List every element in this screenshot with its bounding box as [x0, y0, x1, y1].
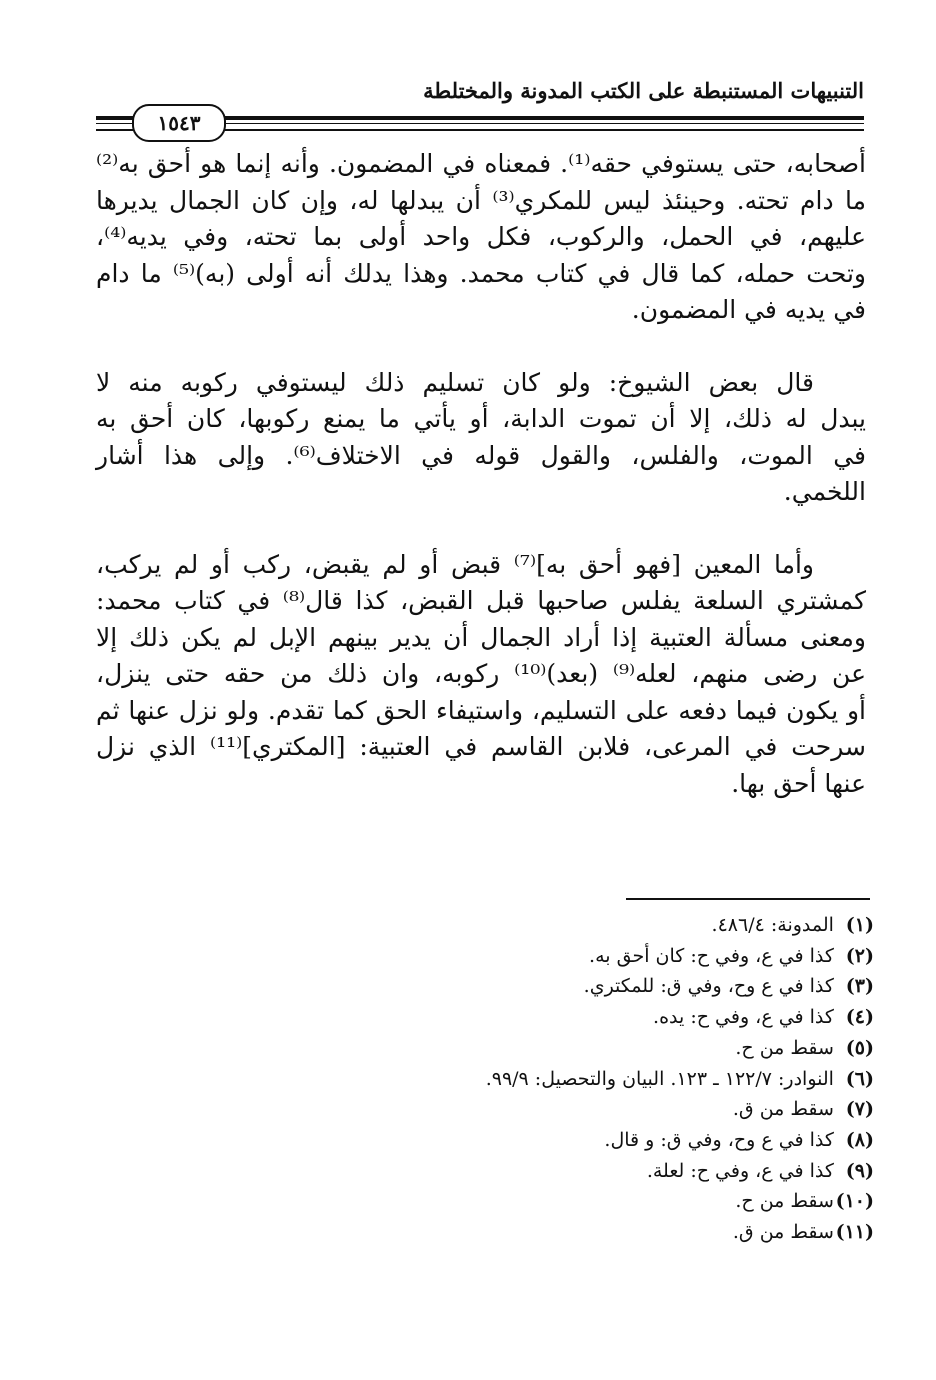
text-line: وأما المعين [فهو أحق به]⁽⁷⁾ قبض أو لم يقبض، ركب أو لم يركب، [96, 549, 814, 579]
footnote-separator [626, 898, 870, 900]
footnote-text: كذا في ع، وفي ح: كان أحق به. [589, 944, 834, 967]
text-line: عنها أحق بها. [731, 768, 866, 798]
paragraph-2 [96, 365, 866, 511]
text-line: كمشتري السلعة يفلس صاحبها قبل القبض، كذا قال⁽⁸⁾ في كتاب محمد: [96, 586, 866, 615]
text-line: يبدل له ذلك، إلا أن تموت الدابة، أو يأتي ما يمنع ركوبها، كان أحق به [96, 404, 866, 433]
footnote-text: كذا في ع، وفي ح: لعلة. [646, 1159, 834, 1182]
footnote-number: (٩) [845, 1159, 874, 1182]
footnote-number: (٤) [845, 1006, 874, 1029]
footnote [314, 1217, 874, 1248]
page-number: ١٥٤٣ [132, 104, 226, 142]
paragraph-3 [96, 547, 866, 803]
text-line: في يديه في المضمون. [631, 295, 866, 324]
footnote-number: (١١) [835, 1221, 874, 1244]
running-title: التنبيهات المستنبطة على الكتب المدونة والمختلطة [423, 78, 864, 103]
body-text [96, 146, 866, 838]
footnote-text: سقط من ق. [732, 1098, 834, 1121]
text-line: ومعنى مسألة العتبية إذا أراد الجمال أن يدير بينهم الإبل لم يكن ذلك إلا [96, 622, 866, 652]
footnote-number: (٧) [845, 1098, 874, 1121]
footnote-text: سقط من ق. [732, 1221, 834, 1244]
footnote-number: (٦) [845, 1067, 874, 1090]
text-line: أصحابه، حتى يستوفي حقه⁽¹⁾. فمعناه في المضمون. وأنه إنما هو أحق به⁽²⁾ [96, 149, 867, 178]
footnote [314, 1094, 874, 1125]
text-line: عن رضى منهم، لعله⁽⁹⁾ (بعد)⁽¹⁰⁾ ركوبه، وان ذلك من حقه حتى ينزل، [96, 659, 867, 688]
footnotes [314, 910, 874, 1248]
footnote-number: (١٠) [835, 1190, 874, 1213]
text-line: عليهم، في الحمل، والركوب، فكل واحد أولى بما تحته، وفي يديه⁽⁴⁾، [96, 222, 866, 251]
text-line: وتحت حمله، كما قال في كتاب محمد. وهذا يدلك أنه أولى (به)⁽⁵⁾ ما دام [96, 258, 866, 288]
footnote-text: المدونة: ٤٨٦/٤. [711, 914, 834, 936]
text-line: قال بعض الشيوخ: ولو كان تسليم ذلك ليستوفي ركوبه منه لا [96, 367, 814, 397]
footnote [314, 971, 874, 1002]
footnote-number: (٨) [845, 1128, 874, 1151]
footnote-text: كذا في ع، وفي ح: يده. [653, 1006, 834, 1029]
footnote [314, 1002, 874, 1033]
footnote-text: سقط من ح. [735, 1190, 834, 1213]
footnote-text: سقط من ح. [735, 1036, 834, 1059]
footnote-number: (٣) [845, 975, 874, 998]
text-line: سرحت في المرعى، فلابن القاسم في العتبية: [المكتري]⁽¹¹⁾ الذي نزل [96, 732, 866, 761]
footnote [314, 910, 874, 941]
footnote-number: (٥) [845, 1036, 874, 1059]
footnote-text: كذا في ع وح، وفي ق: و قال. [604, 1128, 834, 1151]
text-line: أو يكون فيما دفعه على التسليم، واستيفاء الحق كما تقدم. ولو نزل عنها ثم [96, 695, 866, 725]
footnote-number: (١) [845, 914, 874, 936]
paragraph-1 [96, 146, 866, 329]
footnote [314, 1156, 874, 1187]
text-line: في الموت، والفلس، والقول قوله في الاختلاف⁽⁶⁾. وإلى هذا أشار [96, 440, 866, 470]
footnote-number: (٢) [845, 944, 874, 967]
footnote [314, 1033, 874, 1064]
footnote [314, 1064, 874, 1095]
footnote-text: النوادر: ١٢٢/٧ ـ ١٢٣. البيان والتحصيل: ٩٩/٩. [485, 1067, 834, 1090]
text-line: ما دام تحته. وحينئذ ليس للمكري⁽³⁾ أن يبدلها له، وإن كان الجمال يديرها [96, 185, 866, 215]
text-line: اللخمي. [783, 477, 866, 506]
footnote-text: كذا في ع وح، وفي ق: للمكتري. [583, 975, 834, 998]
footnote [314, 1186, 874, 1217]
footnote [314, 1125, 874, 1156]
footnote [314, 941, 874, 972]
